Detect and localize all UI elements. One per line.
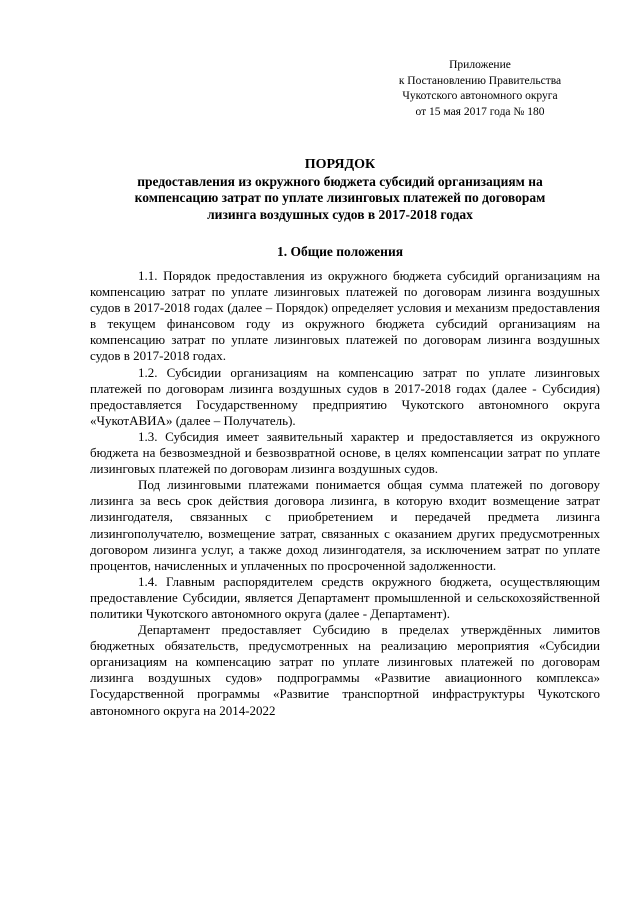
document-body — [90, 268, 600, 719]
paragraph-1-4: 1.4. Главным распорядителем средств окружного бюджета, осуществляющим предоставление Субсидии, является Департамент промышленной и сельскохозяйственной политики Чукотского автономного округа (далее - Департамент). — [90, 573, 600, 621]
paragraph-department: Департамент предоставляет Субсидию в пределах утверждённых лимитов бюджетных обязательств, предусмотренных на реализацию мероприятия «Субсидии организациям на компенсацию затрат по уплате лизинговых платежей по договорам лизинга воздушных судов» подпрограммы «Развитие авиационного комплекса» Государственной программы «Развитие транспортной инфраструктуры Чукотского автономного округа на 2014-2022 — [90, 622, 600, 718]
title-line: лизинга воздушных судов в 2017-2018 годах — [207, 206, 473, 222]
appendix-line: от 15 мая 2017 года № 180 — [415, 105, 545, 118]
paragraph-1-2: 1.2. Субсидии организациям на компенсацию затрат по уплате лизинговых платежей по договорам лизинга воздушных судов в 2017-2018 годах (далее - Субсидия) предоставляется Государственному предприятию Чукотского автономного округа «ЧукотАВИА» (далее – Получатель). — [90, 364, 600, 428]
title-main: ПОРЯДОК — [304, 157, 376, 172]
title-line: компенсацию затрат по уплате лизинговых платежей по договорам — [134, 190, 546, 205]
document-title — [100, 157, 580, 223]
appendix-note — [360, 58, 600, 120]
appendix-line: Чукотского автономного округа — [402, 90, 558, 102]
paragraph-lease-payments: Под лизинговыми платежами понимается общая сумма платежей по договору лизинга за весь срок действия договора лизинга, в которую входит возмещение затрат лизингодателя, связанных с приобретением и передачей предмета лизинга лизингополучателю, возмещение затрат, связанных с оказанием других предусмотренных договором лизинга услуг, а также доход лизингодателя, за исключением затрат по уплате процентов, начисленных и уплаченных по просроченной задолженности. — [90, 477, 600, 573]
paragraph-1-1: 1.1. Порядок предоставления из окружного бюджета субсидий организациям на компенсацию затрат по уплате лизинговых платежей по договорам лизинга воздушных судов в 2017-2018 годах (далее – Порядок) определяет условия и механизм предоставления в текущем финансовом году из окружного бюджета субсидий организациям на компенсацию затрат по уплате лизинговых платежей по договорам лизинга воздушных судов в 2017-2018 годах. — [90, 268, 600, 364]
appendix-line: Приложение — [449, 59, 511, 71]
section-heading: 1. Общие положения — [276, 244, 404, 259]
title-line: предоставления из окружного бюджета субсидий организациям на — [137, 173, 543, 189]
paragraph-1-3: 1.3. Субсидия имеет заявительный характер и предоставляется из окружного бюджета на безвозмездной и безвозвратной основе, в целях компенсации затрат по уплате лизинговых платежей по договорам лизинга воздушных судов. — [90, 428, 600, 477]
appendix-line: к Постановлению Правительства — [398, 74, 562, 87]
